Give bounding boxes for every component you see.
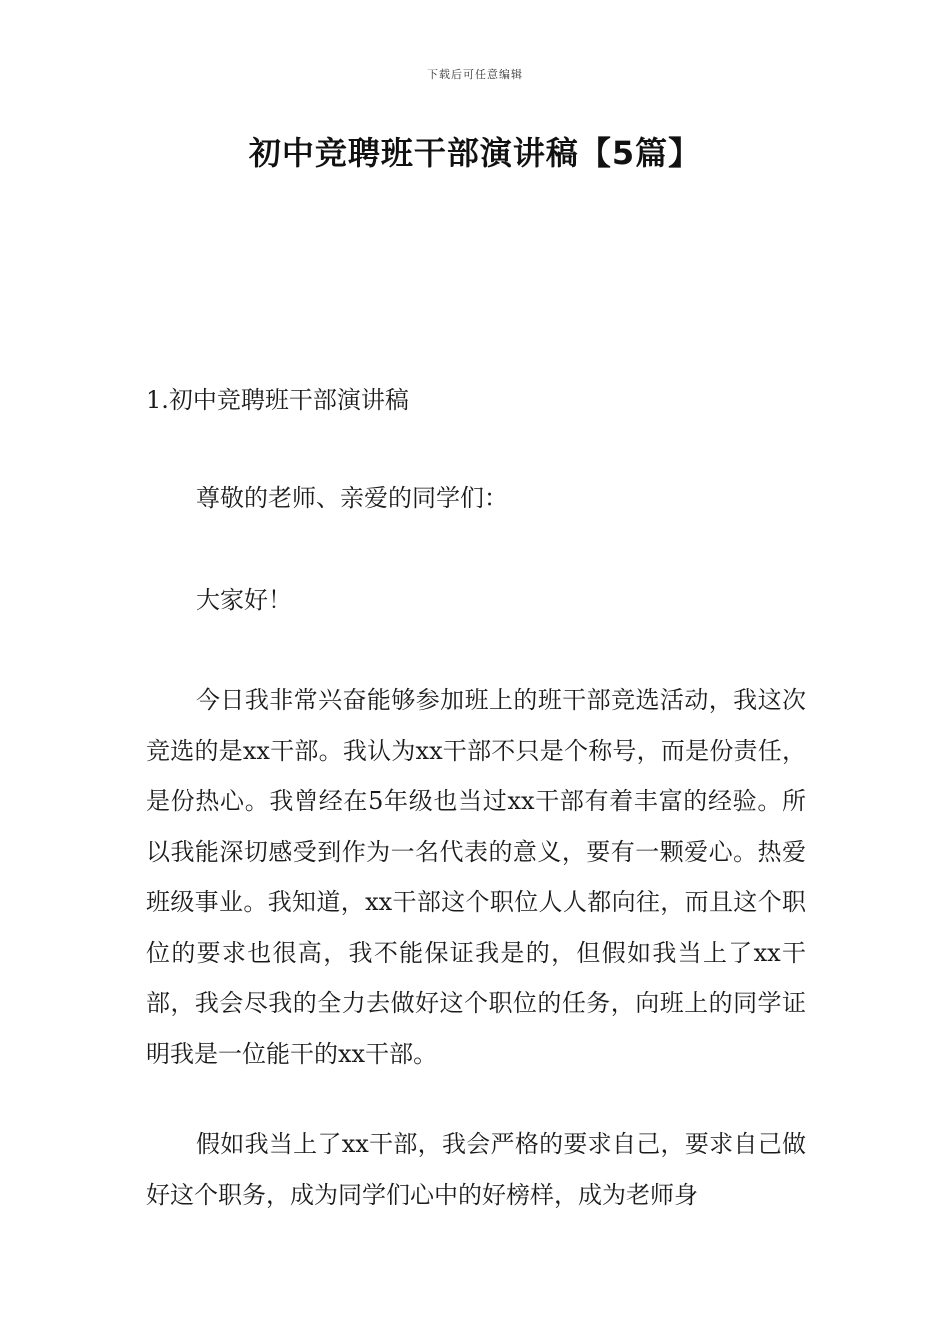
header-note: 下载后可任意编辑 (427, 68, 523, 81)
salutation-paragraph: 尊敬的老师、亲爱的同学们： (196, 484, 508, 512)
greeting-paragraph: 大家好！ (196, 586, 292, 614)
body-paragraph-1: 今日我非常兴奋能够参加班上的班干部竞选活动，我这次竞选的是xx干部。我认为xx干部不只是个称号，而是份责任，是份热心。我曾经在5年级也当过xx干部有着丰富的经验。所以我能深切感受到作为一名代表的意义，要有一颗爱心。热爱班级事业。我知道，xx干部这个职位人人都向往，而且这个职位的要求也很高，我不能保证我是的，但假如我当上了xx干部，我会尽我的全力去做好这个职位的任务，向班上的同学证明我是一位能干的xx干部。 (146, 686, 806, 1068)
document-title: 初中竞聘班干部演讲稿【5篇】 (248, 134, 702, 172)
body-paragraph-2: 假如我当上了xx干部，我会严格的要求自己，要求自己做好这个职务，成为同学们心中的好榜样，成为老师身 (146, 1130, 806, 1209)
section-heading: 1.初中竞聘班干部演讲稿 (146, 386, 409, 414)
